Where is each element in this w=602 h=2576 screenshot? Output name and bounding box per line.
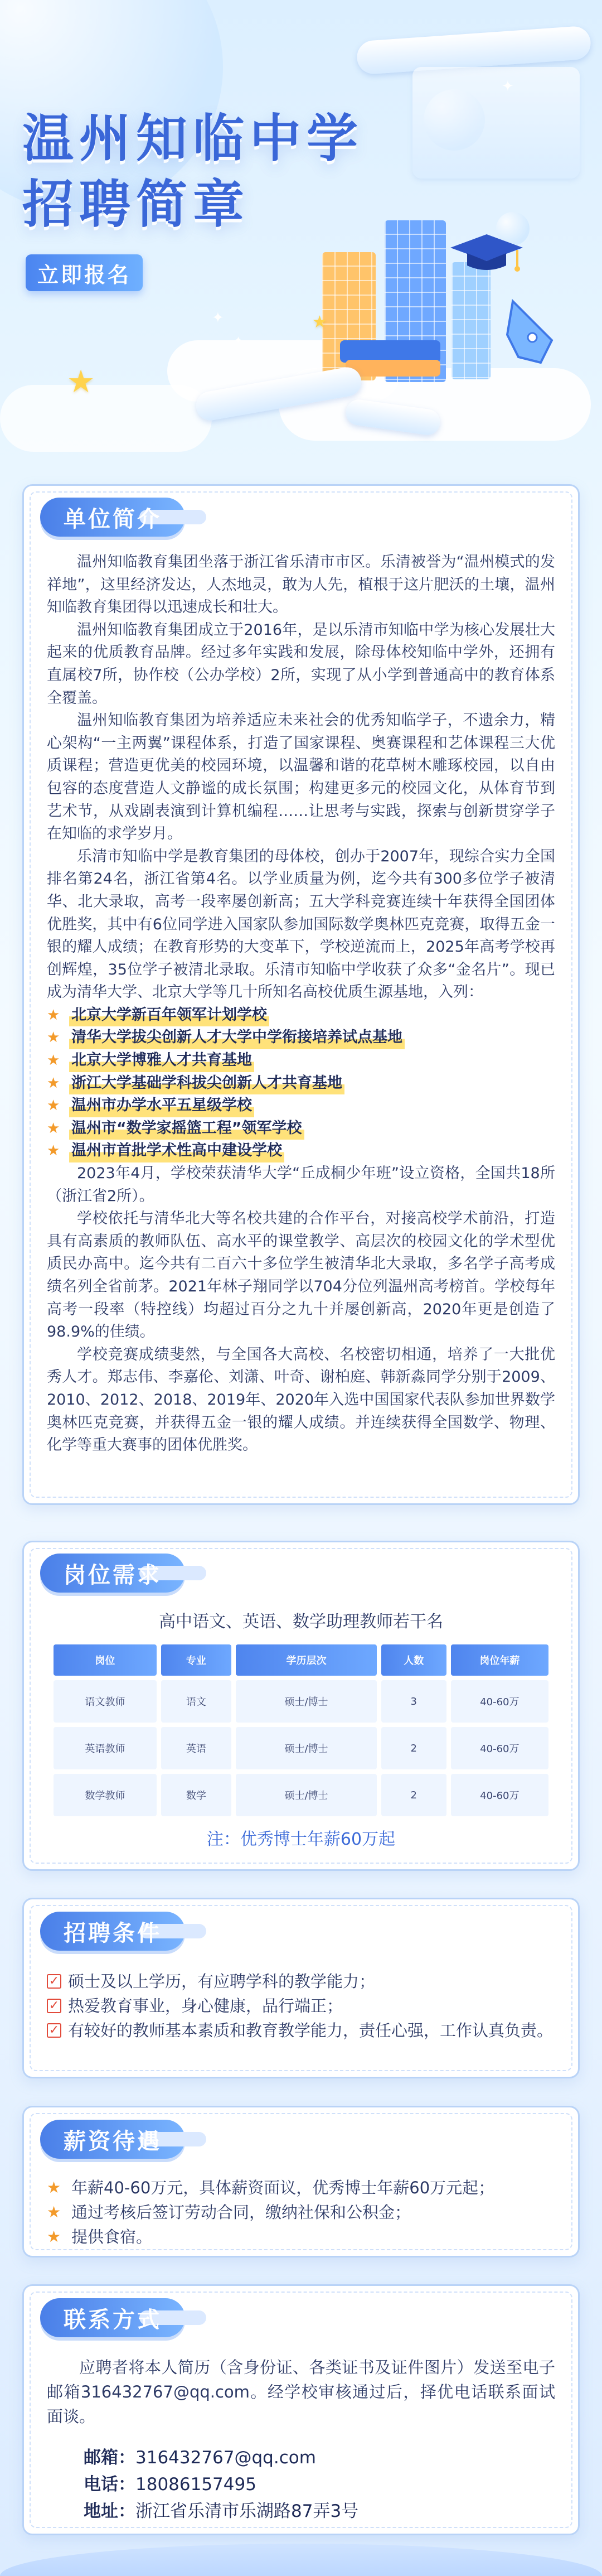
table-cell: 2 xyxy=(381,1774,446,1816)
table-cell: 40-60万 xyxy=(451,1774,548,1816)
salary-list xyxy=(47,2175,555,2249)
list-item xyxy=(47,2225,555,2249)
star-bullet-icon: ★ xyxy=(47,1006,60,1024)
book-stack xyxy=(346,360,440,377)
honor-text: 温州市“数学家摇篮工程”领军学校 xyxy=(69,1117,304,1140)
list-item-text: 年薪40-60万元，具体薪资面议，优秀博士年薪60万元起； xyxy=(71,2178,495,2197)
intro-paragraph: 乐清市知临中学是教育集团的母体校，创办于2007年，现综合实力全国排名第24名，浙江省第4名。以学业质量为例，迄今共有300多位学子被清华、北大录取，高考一段率屡创新高；五大学科竞赛连续十年获得全国团体优胜奖，其中有6位同学进入国家队参加国际数学奥林匹克竞赛，取得五金一银的耀人成绩；在教育形势的大变革下，学校逆流而上，2025年高考学校再创辉煌，35位学子被清北录取。乐清市知临中学收获了众多“金名片”。现已成为清华大学、北京大学等几十所知名高校优质生源基地，入列： xyxy=(47,847,555,1001)
phone-link[interactable]: 18086157495 xyxy=(135,2474,256,2495)
footer-wave xyxy=(0,2544,602,2576)
contact-email-line xyxy=(84,2443,316,2468)
table-cell: 数学 xyxy=(161,1774,232,1816)
intro-paragraph: 学校依托与清华北大等名校共建的合作平台，对接高校学术前沿，打造具有高素质的教师队伍、高水平的课堂教学、高层次的校园文化的学术型优质民办高中。迄今共有二百六十多位学生被清华北大录取，多名学子高考成绩名列全省前茅。2021年林子翔同学以704分位列温州高考榜首。学校每年高考一段率（特控线）均超过百分之九十并屡创新高，2020年更是创造了98.9%的佳绩。 xyxy=(47,1210,555,1341)
star-bullet-icon: ★ xyxy=(47,2227,61,2246)
star-bullet-icon: ★ xyxy=(47,1142,60,1160)
intro-section-title: 单位简介 xyxy=(40,498,185,537)
cloud-decoration xyxy=(0,385,212,452)
list-item-text: 通过考核后签订劳动合同，缴纳社保和公积金； xyxy=(71,2203,411,2222)
conditions-section-title: 招聘条件 xyxy=(40,1912,185,1951)
star-bullet-icon: ★ xyxy=(47,1120,60,1137)
checkbox-icon: ✓ xyxy=(47,1974,61,1989)
star-icon: ★ xyxy=(312,312,327,332)
salary-section-title: 薪资待遇 xyxy=(40,2120,185,2159)
apply-button[interactable]: 立即报名 xyxy=(26,254,143,291)
building-light xyxy=(452,262,491,379)
honor-text: 浙江大学基础学科拔尖创新人才共育基地 xyxy=(69,1072,344,1095)
honor-text: 北京大学新百年领军计划学校 xyxy=(69,1004,269,1027)
address-text: 浙江省乐清市乐湖路87弄3号 xyxy=(135,2501,359,2521)
star-bullet-icon: ★ xyxy=(47,1052,60,1069)
sparkle-icon: ✦ xyxy=(502,78,514,95)
honor-text: 北京大学博雅人才共育基地 xyxy=(69,1049,254,1072)
table-header: 学历层次 xyxy=(236,1644,377,1676)
contact-paragraph: 应聘者将本人简历（含身份证、各类证书及证件图片）发送至电子邮箱316432767@qq.com。经学校审核通过后，择优电话联系面试面谈。 xyxy=(47,2358,555,2426)
jobs-table xyxy=(49,1640,553,1821)
sparkle-icon: ✦ xyxy=(234,335,243,346)
list-item-text: 提供食宿。 xyxy=(71,2227,153,2246)
honor-text: 清华大学拔尖创新人才大学中学衔接培养试点基地 xyxy=(69,1026,405,1049)
table-header: 专业 xyxy=(161,1644,232,1676)
scroll-decoration xyxy=(412,67,580,179)
table-cell: 2 xyxy=(381,1727,446,1769)
table-cell: 40-60万 xyxy=(451,1727,548,1769)
table-header: 岗位年薪 xyxy=(451,1644,548,1676)
list-item xyxy=(47,1969,555,1994)
book-stack xyxy=(340,340,440,363)
phone-label: 电话： xyxy=(84,2474,135,2495)
table-cell: 英语 xyxy=(161,1727,232,1769)
list-item xyxy=(47,2018,555,2043)
star-bullet-icon: ★ xyxy=(47,1097,60,1115)
graduation-cap-icon xyxy=(450,234,523,273)
honor-text: 温州市首批学术性高中建设学校 xyxy=(69,1140,284,1162)
table-header: 岗位 xyxy=(54,1644,157,1676)
honor-list xyxy=(47,1004,555,1162)
list-item-text: 硕士及以上学历，有应聘学科的教学能力； xyxy=(68,1972,376,1991)
list-item xyxy=(47,1994,555,2018)
table-cell: 硕士/博士 xyxy=(236,1727,377,1769)
table-cell: 语文教师 xyxy=(54,1680,157,1723)
star-bullet-icon: ★ xyxy=(47,2178,61,2197)
list-item-text: 热爱教育事业，身心健康，品行端正； xyxy=(68,1996,343,2015)
table-cell: 语文 xyxy=(161,1680,232,1723)
table-header-row xyxy=(54,1644,548,1676)
honor-item xyxy=(47,1094,555,1117)
honor-item xyxy=(47,1026,555,1049)
star-bullet-icon: ★ xyxy=(47,1029,60,1046)
honor-item xyxy=(47,1072,555,1095)
honor-item xyxy=(47,1049,555,1072)
email-label: 邮箱： xyxy=(84,2448,135,2468)
hero-banner xyxy=(0,0,602,469)
table-row xyxy=(54,1727,548,1769)
star-bullet-icon: ★ xyxy=(47,2203,61,2221)
intro-paragraph: 学校竞赛成绩斐然，与全国各大高校、名校密切相通，培养了一大批优秀人才。郑志伟、李嘉伦、刘潇、叶奇、谢柏庭、韩新淼同学分别于2009、2010、2012、2018、2019年、2020年入选中国国家代表队参加世界数学奥林匹克竞赛，并获得五金一银的耀人成绩。并连续获得全国数学、物理、化学等重大赛事的团体优胜奖。 xyxy=(47,1345,555,1454)
hero-title xyxy=(22,106,363,238)
checkbox-icon: ✓ xyxy=(47,2023,61,2038)
table-row xyxy=(54,1774,548,1816)
email-link[interactable]: 316432767@qq.com xyxy=(135,2448,316,2468)
jobs-section-title: 岗位需求 xyxy=(40,1554,185,1593)
honor-item xyxy=(47,1140,555,1162)
contact-section-title: 联系方式 xyxy=(40,2298,185,2337)
table-cell: 硕士/博士 xyxy=(236,1680,377,1723)
star-icon: ★ xyxy=(67,364,95,400)
pen-icon xyxy=(502,290,569,374)
table-header: 人数 xyxy=(381,1644,446,1676)
address-label: 地址： xyxy=(84,2501,135,2521)
intro-paragraph: 温州知临教育集团成立于2016年，是以乐清市知临中学为核心发展壮大起来的优质教育品牌。经过多年实践和发展，除母体校知临中学外，还拥有直属校7所，协作校（公办学校）2所，实现了从小学到普通高中的教育体系全覆盖。 xyxy=(47,621,555,707)
jobs-note: 注：优秀博士年薪60万起 xyxy=(206,1830,396,1849)
honor-item xyxy=(47,1117,555,1140)
honor-text: 温州市办学水平五星级学校 xyxy=(69,1094,254,1117)
honor-item xyxy=(47,1004,555,1027)
contact-phone-line xyxy=(84,2470,256,2495)
contact-text xyxy=(47,2355,555,2429)
intro-text xyxy=(47,551,555,1457)
checkbox-icon: ✓ xyxy=(47,1999,61,2013)
table-cell: 3 xyxy=(381,1680,446,1723)
table-cell: 硕士/博士 xyxy=(236,1774,377,1816)
intro-paragraph: 2023年4月，学校荣获清华大学“丘成桐少年班”设立资格，全国共18所（浙江省2所）。 xyxy=(47,1165,555,1205)
intro-paragraph: 温州知临教育集团为培养适应未来社会的优秀知临学子，不遗余力，精心架构“一主两翼”课程体系，打造了国家课程、奥赛课程和艺体课程三大优质课程；营造更优美的校园环境，以温馨和谐的花草树木雕琢校园，以自由包容的态度营造人文静谧的成长氛围；构建更多元的校园文化，从体育节到艺术节，从戏剧表演到计算机编程……让思考与实践，探索与创新贯穿学子在知临的求学岁月。 xyxy=(47,712,555,843)
table-cell: 英语教师 xyxy=(54,1727,157,1769)
conditions-list xyxy=(47,1969,555,2043)
table-cell: 数学教师 xyxy=(54,1774,157,1816)
jobs-subtitle: 高中语文、英语、数学助理教师若干名 xyxy=(159,1612,443,1632)
list-item xyxy=(47,2175,555,2200)
sparkle-icon: ✦ xyxy=(212,310,224,326)
hero-title-line1: 温州知临中学 xyxy=(22,109,364,168)
table-row xyxy=(54,1680,548,1723)
list-item xyxy=(47,2200,555,2225)
hero-title-line2: 招聘简章 xyxy=(22,175,250,234)
intro-paragraph: 温州知临教育集团坐落于浙江省乐清市市区。乐清被誉为“温州模式的发祥地”，这里经济发达，人杰地灵，敢为人先，植根于这片肥沃的土壤，温州知临教育集团得以迅速成长和壮大。 xyxy=(47,553,555,616)
star-bullet-icon: ★ xyxy=(47,1074,60,1092)
list-item-text: 有较好的教师基本素质和教育教学能力，责任心强，工作认真负责。 xyxy=(68,2021,554,2040)
table-cell: 40-60万 xyxy=(451,1680,548,1723)
contact-address-line xyxy=(84,2497,358,2522)
